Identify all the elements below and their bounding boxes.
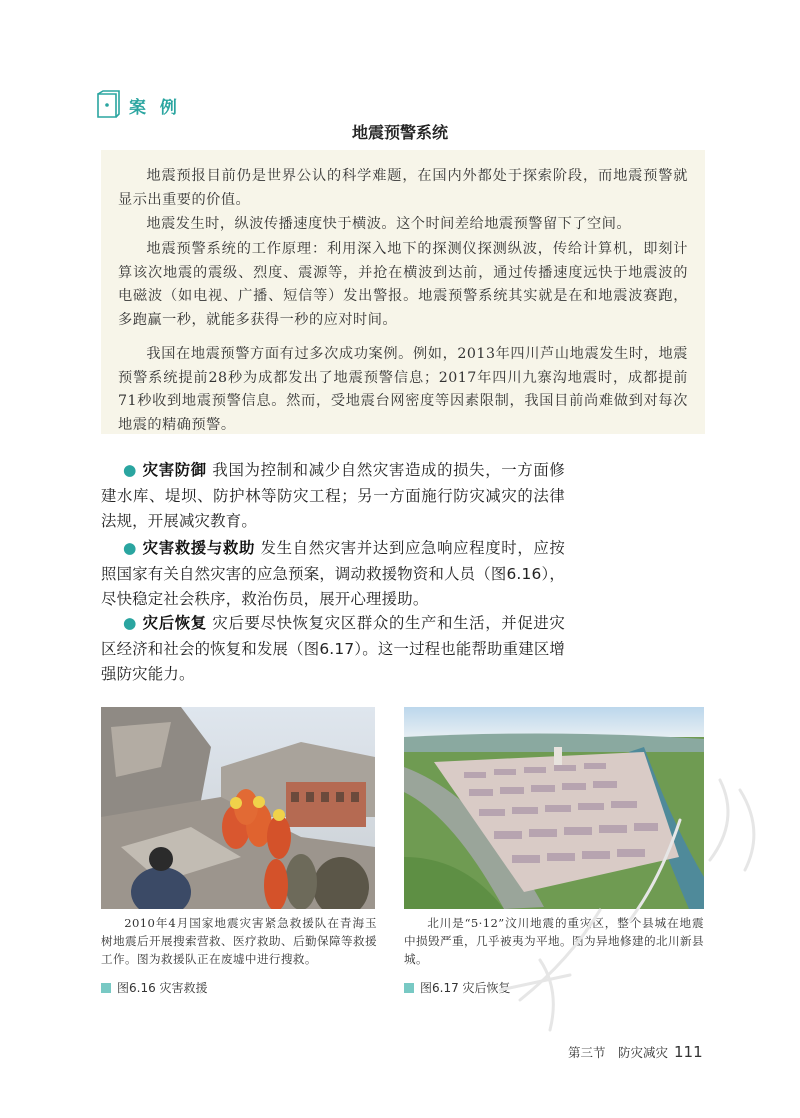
case-label: 案 例: [129, 97, 181, 118]
case-book-icon: [95, 90, 121, 120]
section-term: 灾害救援与救助: [142, 539, 255, 557]
section-text: 发生自然灾害并达到应急响应程度时，应按照国家有关自然灾害的应急预案，调动救援物资和人员（图6.16），尽快稳定社会秩序，救治伤员，展开心理援助。: [101, 539, 566, 609]
section-text: 灾后要尽快恢复灾区群众的生产和生活，并促进灾区经济和社会的恢复和发展（图6.17）。这一过程也能帮助重建区增强防灾能力。: [101, 614, 566, 684]
figure-caption: 2010年4月国家地震灾害紧急救援队在青海玉树地震后开展搜索营救、医疗救助、后勤保障等救援工作。图为救援队正在废墟中进行搜救。: [101, 916, 377, 966]
figure-label-text: 图6.16 灾害救援: [117, 981, 208, 995]
figure-caption: 北川是“5·12”汶川地震的重灾区，整个县城在地震中损毁严重，几乎被夷为平地。图为异地修建的北川新县城。: [404, 916, 704, 966]
page-number: 111: [674, 1043, 703, 1061]
section-recovery: [101, 611, 565, 688]
case-paragraph: 我国在地震预警方面有过多次成功案例。例如，2013年四川芦山地震发生时，地震预警系统提前28秒为成都发出了地震预警信息；2017年四川九寨沟地震时，成都提前71秒收到地震预警信息。然而，受地震台网密度等因素限制，我国目前尚难做到对每次地震的精确预警。: [118, 346, 688, 433]
footer-section: 第三节 防灾减灾: [568, 1045, 669, 1060]
page-footer: [568, 1043, 703, 1061]
bullet-icon: ●: [122, 539, 138, 557]
case-paragraph: 地震发生时，纵波传播速度快于横波。这个时间差给地震预警留下了空间。: [146, 216, 632, 232]
section-text: 我国为控制和减少自然灾害造成的损失，一方面修建水库、堤坝、防护林等防灾工程；另一方面施行防灾减灾的法律法规，开展减灾教育。: [101, 461, 566, 531]
figure-label-text: 图6.17 灾后恢复: [420, 981, 511, 995]
figure-marker-icon: [404, 983, 414, 993]
section-term: 灾害防御: [142, 461, 207, 479]
case-title: 地震预警系统: [351, 123, 448, 142]
case-paragraph: 地震预报目前仍是世界公认的科学难题，在国内外都处于探索阶段，而地震预警就显示出重要的价值。: [118, 168, 688, 208]
bullet-icon: ●: [122, 614, 138, 632]
case-header: [95, 88, 215, 122]
figure-marker-icon: [101, 983, 111, 993]
case-paragraph: 地震预警系统的工作原理：利用深入地下的探测仪探测纵波，传给计算机，即刻计算该次地震的震级、烈度、震源等，并抢在横波到达前，通过传播速度远快于地震波的电磁波（如电视、广播、短信等）发出警报。地震预警系统其实就是在和地震波赛跑，多跑赢一秒，就能多获得一秒的应对时间。: [118, 241, 688, 328]
section-disaster-defense: [101, 458, 565, 535]
section-term: 灾后恢复: [142, 614, 207, 632]
section-rescue: [101, 536, 565, 613]
watermark: [480, 760, 780, 1040]
rescue-photo: [101, 707, 375, 909]
bullet-icon: ●: [122, 461, 138, 479]
figure-label-6-16: [101, 979, 208, 996]
